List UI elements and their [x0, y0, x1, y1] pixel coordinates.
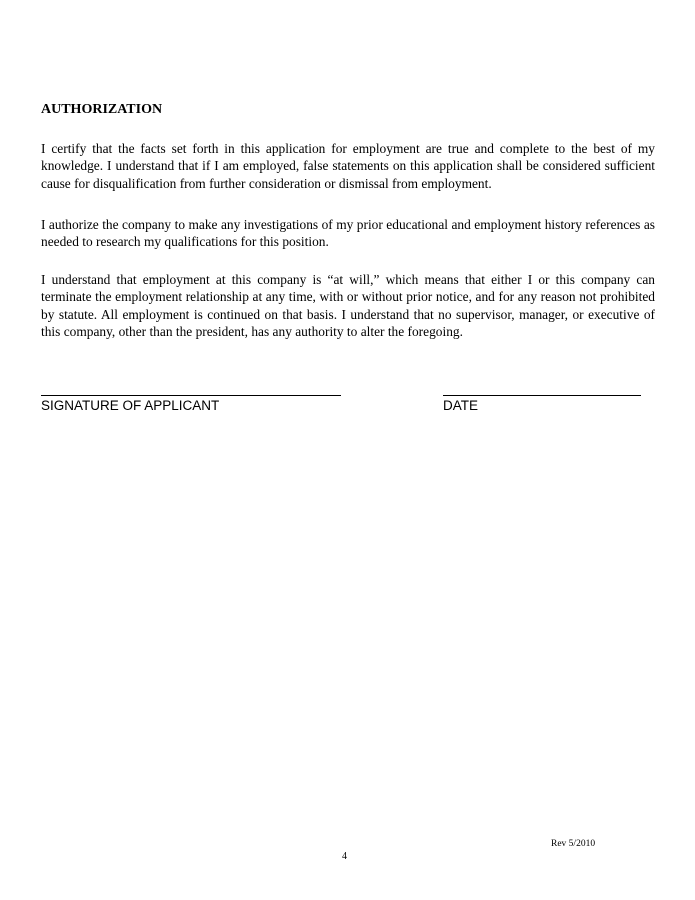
certification-paragraph: I certify that the facts set forth in this application for employment are true and complete to the best of my knowledge. I understand that if I am employed, false statements on this application shall be considered sufficient cause for disqualification from further consideration or dismissal from employment.	[41, 141, 655, 191]
section-heading: AUTHORIZATION	[41, 102, 163, 117]
page-number: 4	[342, 851, 347, 862]
date-signature-line[interactable]	[443, 395, 641, 396]
at-will-employment-paragraph: I understand that employment at this company is “at will,” which means that either I or this company can terminate the employment relationship at any time, with or without prior notice, and for any reason not prohibited by statute. All employment is continued on that basis. I understand that no supervisor, manager, or executive of this company, other than the president, has any authority to alter the foregoing.	[41, 272, 655, 340]
applicant-signature-label: SIGNATURE OF APPLICANT	[41, 398, 220, 413]
date-label: DATE	[443, 398, 479, 413]
revision-note: Rev 5/2010	[551, 839, 596, 849]
applicant-signature-line[interactable]	[41, 395, 341, 396]
investigation-authorization-paragraph: I authorize the company to make any investigations of my prior educational and employment history references as needed to research my qualifications for this position.	[41, 217, 655, 250]
